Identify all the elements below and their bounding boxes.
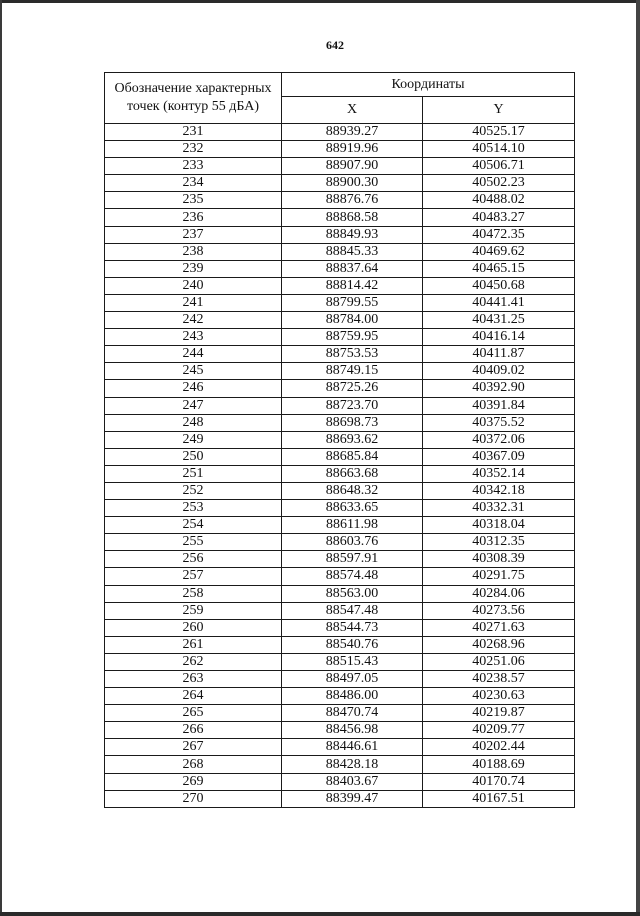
point-id-cell: 260 bbox=[105, 619, 282, 636]
table-row bbox=[105, 380, 575, 397]
y-coordinate-cell: 40209.77 bbox=[423, 722, 575, 739]
table-header bbox=[105, 73, 575, 124]
table-row bbox=[105, 688, 575, 705]
y-coordinate-cell: 40506.71 bbox=[423, 158, 575, 175]
points-column-header: Обозначение характерных точек (контур 55 дБА) bbox=[105, 73, 282, 124]
y-coordinate-cell: 40502.23 bbox=[423, 175, 575, 192]
point-id-cell: 247 bbox=[105, 397, 282, 414]
x-coordinate-cell: 88919.96 bbox=[282, 141, 423, 158]
x-coordinate-cell: 88428.18 bbox=[282, 756, 423, 773]
point-id-cell: 252 bbox=[105, 482, 282, 499]
x-coordinate-cell: 88446.61 bbox=[282, 739, 423, 756]
point-id-cell: 256 bbox=[105, 551, 282, 568]
x-coordinate-cell: 88799.55 bbox=[282, 294, 423, 311]
table-row bbox=[105, 141, 575, 158]
x-coordinate-cell: 88876.76 bbox=[282, 192, 423, 209]
x-coordinate-cell: 88515.43 bbox=[282, 653, 423, 670]
point-id-cell: 239 bbox=[105, 260, 282, 277]
x-coordinate-cell: 88597.91 bbox=[282, 551, 423, 568]
table-row bbox=[105, 414, 575, 431]
y-coordinate-cell: 40375.52 bbox=[423, 414, 575, 431]
y-coordinate-cell: 40431.25 bbox=[423, 312, 575, 329]
point-id-cell: 263 bbox=[105, 671, 282, 688]
point-id-cell: 240 bbox=[105, 277, 282, 294]
point-id-cell: 246 bbox=[105, 380, 282, 397]
x-coordinate-cell: 88749.15 bbox=[282, 363, 423, 380]
y-coordinate-cell: 40352.14 bbox=[423, 465, 575, 482]
point-id-cell: 264 bbox=[105, 688, 282, 705]
y-coordinate-cell: 40268.96 bbox=[423, 636, 575, 653]
table-row bbox=[105, 756, 575, 773]
x-coordinate-cell: 88723.70 bbox=[282, 397, 423, 414]
x-coordinate-cell: 88574.48 bbox=[282, 568, 423, 585]
point-id-cell: 237 bbox=[105, 226, 282, 243]
table-row bbox=[105, 739, 575, 756]
y-coordinate-cell: 40318.04 bbox=[423, 517, 575, 534]
point-id-cell: 254 bbox=[105, 517, 282, 534]
point-id-cell: 257 bbox=[105, 568, 282, 585]
table-row bbox=[105, 226, 575, 243]
point-id-cell: 233 bbox=[105, 158, 282, 175]
y-coordinate-cell: 40342.18 bbox=[423, 482, 575, 499]
x-coordinate-cell: 88900.30 bbox=[282, 175, 423, 192]
point-id-cell: 245 bbox=[105, 363, 282, 380]
point-id-cell: 261 bbox=[105, 636, 282, 653]
table-row bbox=[105, 175, 575, 192]
x-coordinate-cell: 88837.64 bbox=[282, 260, 423, 277]
scan-border-top bbox=[0, 0, 640, 3]
point-id-cell: 244 bbox=[105, 346, 282, 363]
table-row bbox=[105, 465, 575, 482]
table-row bbox=[105, 619, 575, 636]
point-id-cell: 231 bbox=[105, 124, 282, 141]
x-coordinate-cell: 88759.95 bbox=[282, 329, 423, 346]
table-row bbox=[105, 534, 575, 551]
page-number: 642 bbox=[326, 38, 344, 52]
x-coordinate-cell: 88470.74 bbox=[282, 705, 423, 722]
y-coordinate-cell: 40416.14 bbox=[423, 329, 575, 346]
table-row bbox=[105, 397, 575, 414]
y-coordinate-cell: 40409.02 bbox=[423, 363, 575, 380]
x-coordinate-cell: 88547.48 bbox=[282, 602, 423, 619]
y-coordinate-cell: 40273.56 bbox=[423, 602, 575, 619]
y-coordinate-cell: 40291.75 bbox=[423, 568, 575, 585]
table-row bbox=[105, 551, 575, 568]
x-coordinate-cell: 88648.32 bbox=[282, 482, 423, 499]
coordinates-column-header: Координаты bbox=[282, 73, 575, 97]
coordinates-table bbox=[104, 72, 575, 808]
point-id-cell: 250 bbox=[105, 448, 282, 465]
x-column-header: X bbox=[282, 97, 423, 124]
x-coordinate-cell: 88663.68 bbox=[282, 465, 423, 482]
point-id-cell: 262 bbox=[105, 653, 282, 670]
point-id-cell: 258 bbox=[105, 585, 282, 602]
x-coordinate-cell: 88563.00 bbox=[282, 585, 423, 602]
y-coordinate-cell: 40488.02 bbox=[423, 192, 575, 209]
table-row bbox=[105, 431, 575, 448]
y-coordinate-cell: 40411.87 bbox=[423, 346, 575, 363]
point-id-cell: 241 bbox=[105, 294, 282, 311]
y-coordinate-cell: 40472.35 bbox=[423, 226, 575, 243]
y-coordinate-cell: 40312.35 bbox=[423, 534, 575, 551]
point-id-cell: 242 bbox=[105, 312, 282, 329]
y-coordinate-cell: 40392.90 bbox=[423, 380, 575, 397]
x-coordinate-cell: 88399.47 bbox=[282, 790, 423, 807]
table-row bbox=[105, 312, 575, 329]
x-coordinate-cell: 88685.84 bbox=[282, 448, 423, 465]
x-coordinate-cell: 88784.00 bbox=[282, 312, 423, 329]
y-coordinate-cell: 40284.06 bbox=[423, 585, 575, 602]
y-coordinate-cell: 40367.09 bbox=[423, 448, 575, 465]
y-coordinate-cell: 40469.62 bbox=[423, 243, 575, 260]
x-coordinate-cell: 88403.67 bbox=[282, 773, 423, 790]
x-coordinate-cell: 88544.73 bbox=[282, 619, 423, 636]
table-row bbox=[105, 653, 575, 670]
table-row bbox=[105, 517, 575, 534]
scan-border-bottom bbox=[0, 912, 640, 916]
x-coordinate-cell: 88540.76 bbox=[282, 636, 423, 653]
x-coordinate-cell: 88497.05 bbox=[282, 671, 423, 688]
table-row bbox=[105, 602, 575, 619]
table-row bbox=[105, 329, 575, 346]
y-coordinate-cell: 40230.63 bbox=[423, 688, 575, 705]
table-row bbox=[105, 243, 575, 260]
point-id-cell: 235 bbox=[105, 192, 282, 209]
table-row bbox=[105, 294, 575, 311]
y-coordinate-cell: 40167.51 bbox=[423, 790, 575, 807]
table-row bbox=[105, 158, 575, 175]
point-id-cell: 236 bbox=[105, 209, 282, 226]
point-id-cell: 269 bbox=[105, 773, 282, 790]
table-row bbox=[105, 773, 575, 790]
y-coordinate-cell: 40308.39 bbox=[423, 551, 575, 568]
x-coordinate-cell: 88456.98 bbox=[282, 722, 423, 739]
x-coordinate-cell: 88633.65 bbox=[282, 500, 423, 517]
table-row bbox=[105, 500, 575, 517]
y-column-header: Y bbox=[423, 97, 575, 124]
point-id-cell: 265 bbox=[105, 705, 282, 722]
y-coordinate-cell: 40525.17 bbox=[423, 124, 575, 141]
point-id-cell: 248 bbox=[105, 414, 282, 431]
y-coordinate-cell: 40391.84 bbox=[423, 397, 575, 414]
y-coordinate-cell: 40372.06 bbox=[423, 431, 575, 448]
table-row bbox=[105, 448, 575, 465]
y-coordinate-cell: 40202.44 bbox=[423, 739, 575, 756]
scan-border-right bbox=[636, 0, 640, 916]
x-coordinate-cell: 88693.62 bbox=[282, 431, 423, 448]
table-row bbox=[105, 277, 575, 294]
y-coordinate-cell: 40514.10 bbox=[423, 141, 575, 158]
table-row bbox=[105, 124, 575, 141]
x-coordinate-cell: 88849.93 bbox=[282, 226, 423, 243]
x-coordinate-cell: 88814.42 bbox=[282, 277, 423, 294]
y-coordinate-cell: 40332.31 bbox=[423, 500, 575, 517]
x-coordinate-cell: 88753.53 bbox=[282, 346, 423, 363]
x-coordinate-cell: 88486.00 bbox=[282, 688, 423, 705]
point-id-cell: 249 bbox=[105, 431, 282, 448]
point-id-cell: 251 bbox=[105, 465, 282, 482]
point-id-cell: 266 bbox=[105, 722, 282, 739]
table-row bbox=[105, 260, 575, 277]
table-row bbox=[105, 790, 575, 807]
y-coordinate-cell: 40450.68 bbox=[423, 277, 575, 294]
y-coordinate-cell: 40271.63 bbox=[423, 619, 575, 636]
table-row bbox=[105, 636, 575, 653]
x-coordinate-cell: 88868.58 bbox=[282, 209, 423, 226]
table-row bbox=[105, 585, 575, 602]
x-coordinate-cell: 88611.98 bbox=[282, 517, 423, 534]
table-row bbox=[105, 705, 575, 722]
table-row bbox=[105, 568, 575, 585]
y-coordinate-cell: 40483.27 bbox=[423, 209, 575, 226]
point-id-cell: 259 bbox=[105, 602, 282, 619]
table-body bbox=[105, 124, 575, 808]
point-id-cell: 253 bbox=[105, 500, 282, 517]
y-coordinate-cell: 40441.41 bbox=[423, 294, 575, 311]
table-row bbox=[105, 482, 575, 499]
point-id-cell: 255 bbox=[105, 534, 282, 551]
x-coordinate-cell: 88725.26 bbox=[282, 380, 423, 397]
point-id-cell: 234 bbox=[105, 175, 282, 192]
y-coordinate-cell: 40251.06 bbox=[423, 653, 575, 670]
y-coordinate-cell: 40465.15 bbox=[423, 260, 575, 277]
table-row bbox=[105, 192, 575, 209]
point-id-cell: 268 bbox=[105, 756, 282, 773]
table-row bbox=[105, 363, 575, 380]
point-id-cell: 267 bbox=[105, 739, 282, 756]
y-coordinate-cell: 40170.74 bbox=[423, 773, 575, 790]
table-row bbox=[105, 671, 575, 688]
point-id-cell: 243 bbox=[105, 329, 282, 346]
x-coordinate-cell: 88907.90 bbox=[282, 158, 423, 175]
point-id-cell: 238 bbox=[105, 243, 282, 260]
y-coordinate-cell: 40238.57 bbox=[423, 671, 575, 688]
x-coordinate-cell: 88939.27 bbox=[282, 124, 423, 141]
x-coordinate-cell: 88845.33 bbox=[282, 243, 423, 260]
point-id-cell: 270 bbox=[105, 790, 282, 807]
point-id-cell: 232 bbox=[105, 141, 282, 158]
x-coordinate-cell: 88603.76 bbox=[282, 534, 423, 551]
scan-border-left bbox=[0, 0, 2, 916]
x-coordinate-cell: 88698.73 bbox=[282, 414, 423, 431]
table-row bbox=[105, 722, 575, 739]
table-row bbox=[105, 209, 575, 226]
y-coordinate-cell: 40188.69 bbox=[423, 756, 575, 773]
table-row bbox=[105, 346, 575, 363]
y-coordinate-cell: 40219.87 bbox=[423, 705, 575, 722]
